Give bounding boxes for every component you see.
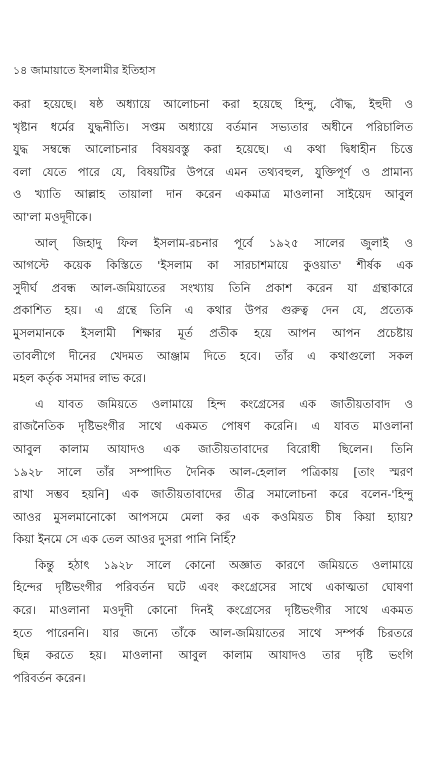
paragraph-line: ও খ্যাতি আল্লাহ তায়ালা দান করেন একমাত্র মাওলানা সাইয়েদ আবুল xyxy=(13,188,413,202)
paragraph-line: আল্ জিহাদু ফিল ইসলাম-রচনার পূর্বে ১৯২৫ সালের জুলাই ও xyxy=(35,236,413,250)
paragraph-4 xyxy=(13,555,413,691)
paragraph-line: ছিন্ন করতে হয়। মাওলানা আবুল কালাম আযাদও তার দৃষ্টি ভংগি xyxy=(13,649,413,663)
paragraph-line: ১৯২৮ সালে তাঁর সম্পাদিত দৈনিক আল-হেলাল পত্রিকায় [তাং স্মরণ xyxy=(13,465,413,479)
paragraph-line: হতে পারেননি। যার জন্যে তাঁকে আল-জমিয়াতের সাথে সম্পর্ক চিরতরে xyxy=(13,626,413,640)
paragraph-line: করে। মাওলানা মওদূদী কোনো দিনই কংগ্রেসের দৃষ্টিভংগীর সাথে একমত xyxy=(13,604,413,618)
running-head: ১৪ জামায়াতে ইসলামীর ইতিহাস xyxy=(13,64,156,77)
paragraph-line: আগস্টে কয়েক কিস্তিতে 'ইসলাম কা সারচাশমায়ে কুওয়াত' শীর্ষক এক xyxy=(13,259,413,273)
paragraph-line: রাজনৈতিক দৃষ্টিভংগীর সাথে একমত পোষণ করেনি। এ যাবত মাওলানা xyxy=(13,420,413,434)
paragraph-line: খৃষ্টান ধর্মের যুদ্ধনীতি। সপ্তম অধ্যায়ে বর্তমান সভ্যতার অধীনে পরিচালিত xyxy=(13,120,413,134)
paragraph-line: কিন্তু হঠাৎ ১৯২৮ সালে কোনো অজ্ঞাত কারণে জমিয়তে ওলামায়ে xyxy=(35,558,413,572)
paragraph-line: সুদীর্ঘ প্রবন্ধ আল-জমিয়াতের সংখ্যায় তিনি প্রকাশ করেন যা গ্রন্থাকারে xyxy=(13,281,413,295)
paragraph-1 xyxy=(13,94,413,230)
paragraph-line: কিয়া ইনমে সে এক তেল আওর দুসরা পানি নিহিঁ? xyxy=(13,533,236,547)
paragraph-line: হিন্দের দৃষ্টিভংগীর পরিবর্তন ঘটে এবং কংগ্রেসের সাথে একাত্মতা ঘোষণা xyxy=(13,581,413,595)
paragraph-line: আ'লা মওদূদীকে। xyxy=(13,210,92,224)
paragraph-line: করা হয়েছে। ষষ্ঠ অধ্যায়ে আলোচনা করা হয়েছে হিন্দু, বৌদ্ধ, ইহুদী ও xyxy=(13,98,413,111)
paragraph-line: আওর মুসলমানোকো আপসমে মেলা কর এক কওমিয়ত চীষ কিয়া হ্যায়? xyxy=(13,510,413,524)
paragraph-line: রাখা সম্ভব হয়নি] এক জাতীয়তাবাদের তীব্র সমালোচনা করে বলেন-'হিন্দু xyxy=(13,488,413,502)
paragraph-line: পরিবর্তন করেন। xyxy=(13,671,86,685)
paragraph-line: যুদ্ধ সম্বন্ধে আলোচনার বিষয়বস্তু করা হয়েছে। এ কথা দ্বিধাহীন চিত্তে xyxy=(13,143,413,157)
paragraph-line: তাবলীগে দীনের খেদমত আঞ্জাম দিতে হবে। তাঁর এ কথাগুলো সকল xyxy=(13,349,413,363)
paragraph-line: এ যাবত জমিয়তে ওলামায়ে হিন্দ কংগ্রেসের এক জাতীয়তাবাদ ও xyxy=(35,397,413,411)
paragraph-line: বলা যেতে পারে যে, বিষয়টির উপরে এমন তথ্যবহুল, যুক্তিপূর্ণ ও প্রামান্য xyxy=(13,165,413,179)
paragraph-line: প্রকাশিত হয়। এ গ্রন্থে তিনি এ কথার উপর গুরুত্ব দেন যে, প্রত্যেক xyxy=(13,304,413,318)
paragraph-3 xyxy=(13,394,413,552)
paragraph-line: আবুল কালাম আযাদও এক জাতীয়তাবাদের বিরোধী ছিলেন। তিনি xyxy=(13,442,413,456)
paragraph-line: মুসলমানকে ইসলামী শিক্ষার মূর্ত প্রতীক হয়ে আপন আপন প্রচেষ্টায় xyxy=(13,326,413,340)
body-text xyxy=(13,94,413,693)
paragraph-line: মহল কর্তৃক সমাদর লাভ করে। xyxy=(13,372,147,386)
paragraph-2 xyxy=(13,233,413,391)
